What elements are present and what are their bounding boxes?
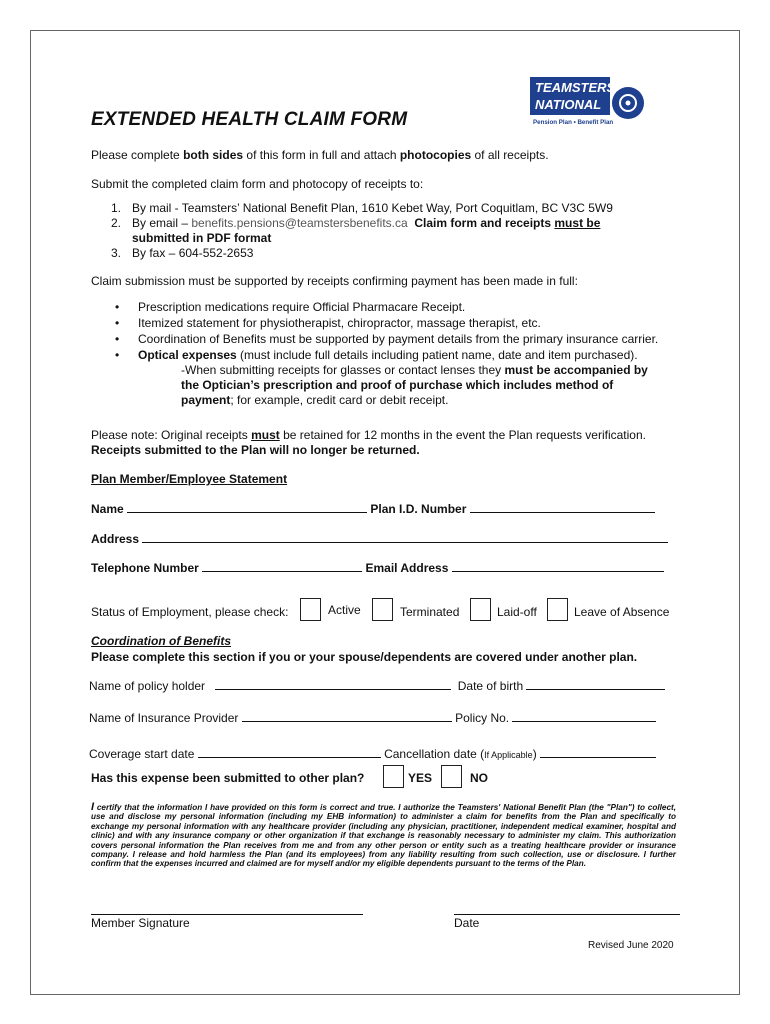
bullet-prescription xyxy=(115,300,465,314)
teamsters-national-logo xyxy=(529,75,646,127)
terminated-checkbox[interactable] xyxy=(372,598,393,621)
policy-holder-field[interactable] xyxy=(215,679,451,690)
cob-subheading: Please complete this section if you or your spouse/dependents are covered under another plan. xyxy=(91,650,638,664)
submit-item-fax xyxy=(111,246,253,260)
provider-field[interactable] xyxy=(242,711,452,722)
telephone-row xyxy=(91,561,664,575)
logo-tagline: Pension Plan • Benefit Plan xyxy=(533,119,614,126)
coverage-row xyxy=(89,747,656,761)
cancel-if-applicable: If Applicable xyxy=(484,750,533,760)
bullet-icon: • xyxy=(115,300,120,314)
telephone-field[interactable] xyxy=(202,561,362,572)
note-line2: Receipts submitted to the Plan will no longer be returned. xyxy=(91,443,420,457)
cob-heading: Coordination of Benefits xyxy=(91,634,231,648)
policy-holder-label: Name of policy holder xyxy=(89,679,206,693)
provider-row xyxy=(89,711,656,725)
bullet-optical xyxy=(115,348,638,362)
optical-sub1-text: -When submitting receipts for glasses or contact lenses they xyxy=(181,363,505,377)
bullet-itemized xyxy=(115,316,541,330)
receipts-text: Claim submission must be supported by receipts confirming payment has been made in full: xyxy=(91,274,578,288)
policy-holder-row xyxy=(89,679,665,693)
optical-sub2: the Optician’s prescription and proof of purchase which includes method of xyxy=(181,378,614,392)
email-note: Claim form and receipts xyxy=(414,216,555,230)
bullet-coordination xyxy=(115,332,658,346)
submit-item-email xyxy=(111,216,600,230)
member-heading: Plan Member/Employee Statement xyxy=(91,472,288,486)
revised-date: Revised June 2020 xyxy=(588,940,674,951)
note-a: Please note: Original receipts xyxy=(91,428,252,442)
name-row xyxy=(91,502,655,516)
provider-label: Name of Insurance Provider xyxy=(89,711,239,725)
intro-e: of all receipts. xyxy=(471,148,549,162)
leave-of-absence-checkbox[interactable] xyxy=(547,598,568,621)
policy-no-field[interactable] xyxy=(512,711,656,722)
optical-sub3 xyxy=(181,393,448,407)
logo-line2: NATIONAL xyxy=(535,97,602,112)
intro-c: of this form in full and attach xyxy=(243,148,400,162)
laid-off-checkbox[interactable] xyxy=(470,598,491,621)
policy-no-label: Policy No. xyxy=(455,711,510,725)
yes-checkbox[interactable] xyxy=(383,765,404,788)
active-label: Active xyxy=(328,603,361,617)
cancel-label: Cancellation date ( xyxy=(384,747,485,761)
form-title: EXTENDED HEALTH CLAIM FORM xyxy=(91,109,408,130)
no-label: NO xyxy=(470,771,488,785)
submit-item-mail xyxy=(111,201,613,215)
submit-text: Submit the completed claim form and photocopy of receipts to: xyxy=(91,177,424,191)
email-label: Email Address xyxy=(365,561,449,575)
dob-label: Date of birth xyxy=(457,679,524,693)
intro-a: Please complete xyxy=(91,148,184,162)
intro-photocopies: photocopies xyxy=(399,148,472,162)
mail-address: By mail - Teamsters’ National Benefit Plan, 1610 Kebet Way, Port Coquitlam, BC V3C 5W9 xyxy=(132,201,613,215)
certification-body: certify that the information I have provided on this form is correct and true. I authorize the Teamsters' National Benefit Plan (the "Plan") to collect, use and disclose my personal information (including my EHB information) to administer a claim for benefits from the Plan and specifically to exchange my personal information with any healthcare provider (including any physician, practitioner, independent medical examiner, hospital and clinic) and with any insurance company or other organization if that exchange is reasonably necessary to administer my claim. This authorization covers personal information the Plan receives from me and from any other person or entity such as a treating healthcare provider or insurance company. I release and hold harmless the Plan (and its employees) from any liability resulting from such collection, use or disclosure. I further confirm that the expenses incurred and claimed are for myself and/or my eligible dependents pursuant to the terms of the Plan. xyxy=(91,803,676,869)
list-number: 2. xyxy=(111,216,122,230)
list-number: 3. xyxy=(111,246,122,260)
yes-label: YES xyxy=(408,771,433,785)
plan-id-label: Plan I.D. Number xyxy=(370,502,467,516)
email-link[interactable]: benefits.pensions@teamstersbenefits.ca xyxy=(191,216,408,230)
optical-rest: (must include full details including patient name, date and item purchased). xyxy=(236,348,638,362)
optical-bold: Optical expenses xyxy=(138,348,237,362)
dob-field[interactable] xyxy=(526,679,665,690)
email-field[interactable] xyxy=(452,561,664,572)
address-row xyxy=(91,532,668,546)
plan-id-field[interactable] xyxy=(470,502,655,513)
optical-sub3-bold: payment xyxy=(181,393,231,407)
logo-hub xyxy=(626,101,631,106)
email-prefix: By email – xyxy=(132,216,192,230)
bullet-text: Coordination of Benefits must be supported by payment details from the primary insurance carrier. xyxy=(138,332,659,346)
intro-both-sides: both sides xyxy=(183,148,244,162)
certification-first-letter: I xyxy=(91,801,95,813)
note-must: must xyxy=(251,428,280,442)
optical-sub1 xyxy=(181,363,648,377)
name-label: Name xyxy=(91,502,124,516)
date-label: Date xyxy=(454,916,480,930)
signature-line[interactable] xyxy=(91,914,363,915)
telephone-label: Telephone Number xyxy=(91,561,199,575)
no-checkbox[interactable] xyxy=(441,765,462,788)
email-note-must-be: must be xyxy=(554,216,601,230)
terminated-label: Terminated xyxy=(400,605,460,619)
address-field[interactable] xyxy=(142,532,668,543)
active-checkbox[interactable] xyxy=(300,598,321,621)
cancel-field[interactable] xyxy=(540,747,656,758)
intro-text xyxy=(91,148,549,162)
cancel-close: ) xyxy=(532,747,537,761)
date-line[interactable] xyxy=(454,914,680,915)
optical-sub1-bold: must be accompanied by xyxy=(504,363,648,377)
certification-text xyxy=(91,803,676,869)
email-note-pdf: submitted in PDF format xyxy=(132,231,272,245)
leave-of-absence-label: Leave of Absence xyxy=(574,605,670,619)
note-text xyxy=(91,428,646,442)
member-signature-label: Member Signature xyxy=(91,916,190,930)
address-label: Address xyxy=(91,532,140,546)
coverage-field[interactable] xyxy=(198,747,381,758)
note-c: be retained for 12 months in the event the Plan requests verification. xyxy=(279,428,646,442)
other-plan-question: Has this expense been submitted to other plan? xyxy=(91,771,365,785)
bullet-text: Itemized statement for physiotherapist, chiropractor, massage therapist, etc. xyxy=(138,316,541,330)
bullet-icon: • xyxy=(115,332,120,346)
coverage-label: Coverage start date xyxy=(89,747,195,761)
optical-sub3-rest: ; for example, credit card or debit receipt. xyxy=(230,393,449,407)
bullet-text: Prescription medications require Official Pharmacare Receipt. xyxy=(138,300,466,314)
laid-off-label: Laid-off xyxy=(497,605,537,619)
claim-form-page xyxy=(30,30,740,995)
list-number: 1. xyxy=(111,201,122,215)
fax-number: By fax – 604-552-2653 xyxy=(132,246,254,260)
logo-line1: TEAMSTERS' xyxy=(535,80,619,95)
bullet-icon: • xyxy=(115,316,120,330)
bullet-icon: • xyxy=(115,348,120,362)
employment-label: Status of Employment, please check: xyxy=(91,605,289,619)
name-field[interactable] xyxy=(127,502,367,513)
